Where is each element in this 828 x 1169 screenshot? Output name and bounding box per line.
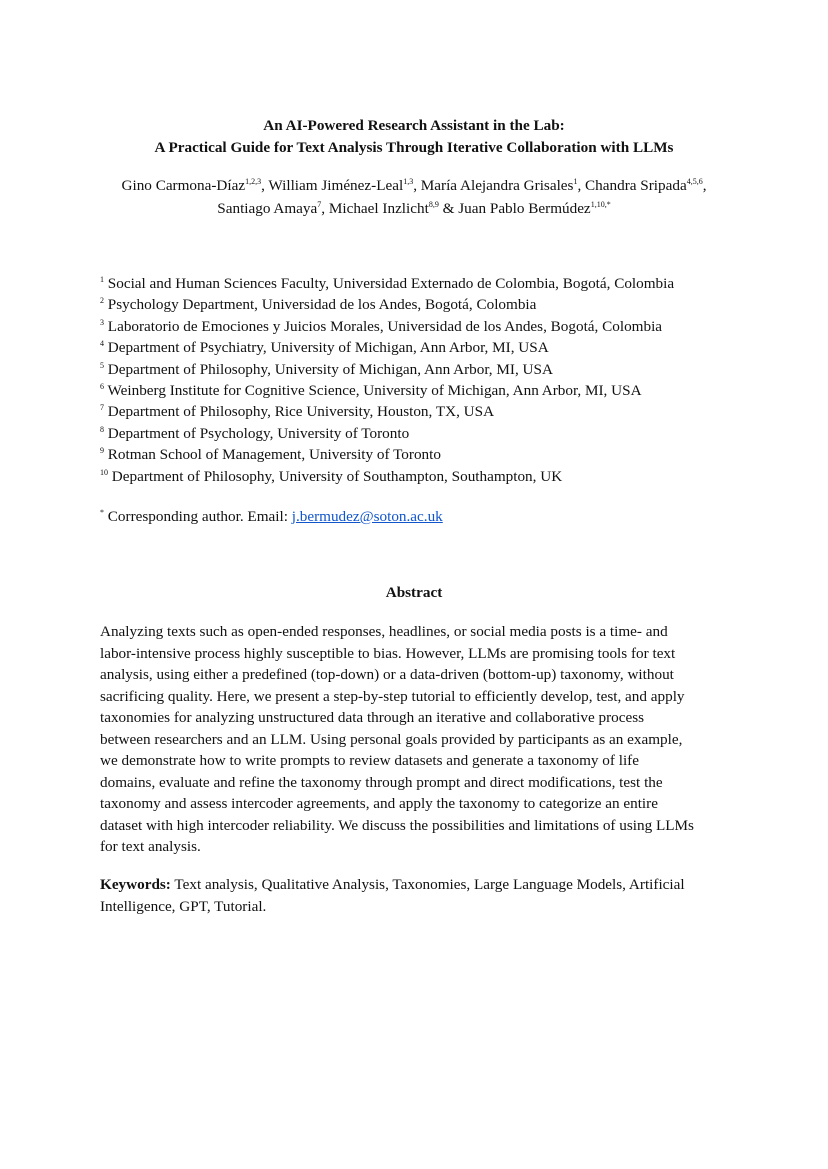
- author-affiliation-marks: 4,5,6: [686, 177, 703, 186]
- affiliation-item: [100, 294, 760, 315]
- author-affiliation-marks: 1,10,*: [590, 200, 611, 209]
- affiliation-item: [100, 423, 760, 444]
- affiliation-number: 9: [100, 446, 104, 456]
- affiliation-item: [100, 316, 760, 337]
- affiliation-number: 3: [100, 317, 104, 327]
- affiliation-number: 10: [100, 467, 108, 477]
- author-affiliation-marks: 7: [317, 200, 322, 209]
- affiliation-number: 2: [100, 296, 104, 306]
- keywords-section: [100, 874, 728, 917]
- affiliation-text: Department of Philosophy, University of Southampton, Southampton, UK: [111, 467, 563, 485]
- affiliation-number: 7: [100, 403, 104, 413]
- paper-title-line-1: An AI-Powered Research Assistant in the Lab:: [263, 117, 565, 134]
- abstract-line: we demonstrate how to write prompts to review datasets and generate a taxonomy of life: [100, 752, 639, 769]
- affiliation-item: [100, 337, 760, 358]
- affiliation-item: [100, 466, 760, 487]
- affiliation-text: Rotman School of Management, University of Toronto: [107, 446, 441, 464]
- abstract-line: taxonomies for analyzing unstructured data through an iterative and collaborative process: [100, 709, 645, 726]
- author-name: William Jiménez-Leal: [268, 177, 404, 194]
- author-separator: ,: [261, 177, 269, 194]
- affiliation-number: 1: [100, 275, 104, 284]
- abstract-line: between researchers and an LLM. Using personal goals provided by participants as an example,: [100, 730, 683, 748]
- abstract-line: for text analysis.: [100, 838, 201, 855]
- corresponding-label: Corresponding author. Email:: [107, 508, 292, 525]
- affiliation-text: Department of Philosophy, University of Michigan, Ann Arbor, MI, USA: [107, 360, 553, 378]
- affiliation-item: [100, 444, 760, 465]
- author-affiliation-marks: 1: [573, 177, 578, 186]
- author-line-2: [60, 197, 768, 220]
- author-name: María Alejandra Grisales: [420, 177, 574, 194]
- author-name: Michael Inzlicht: [328, 200, 429, 217]
- abstract-line: taxonomy and assess intercoder agreements, and apply the taxonomy to categorize an entire: [100, 795, 658, 812]
- affiliation-text: Department of Psychology, University of Toronto: [107, 424, 410, 442]
- affiliation-item: [100, 273, 760, 294]
- abstract-line: sacrificing quality. Here, we present a step-by-step tutorial to efficiently develop, test, and apply: [100, 687, 685, 705]
- keywords-text: Text analysis, Qualitative Analysis, Taxonomies, Large Language Models, Artificial: [170, 876, 685, 893]
- affiliation-text: Department of Psychiatry, University of Michigan, Ann Arbor, MI, USA: [107, 339, 549, 357]
- corresponding-mark: *: [100, 508, 104, 517]
- abstract-line: domains, evaluate and refine the taxonomy through prompt and direct modifications, test the: [100, 773, 663, 791]
- author-list: [60, 174, 768, 220]
- author-name: Santiago Amaya: [217, 200, 318, 217]
- keywords-line-1: [100, 874, 728, 896]
- author-name: Gino Carmona-Díaz: [121, 177, 246, 194]
- author-separator: ,: [413, 177, 421, 194]
- author-name: Juan Pablo Bermúdez: [458, 200, 591, 217]
- author-separator: &: [438, 200, 459, 217]
- abstract-line: labor-intensive process highly susceptible to bias. However, LLMs are promising tools for text: [100, 644, 676, 662]
- abstract-heading: Abstract: [385, 584, 443, 601]
- affiliation-item: [100, 401, 760, 422]
- affiliation-text: Laboratorio de Emociones y Juicios Morales, Universidad de los Andes, Bogotá, Colombia: [107, 317, 663, 335]
- corresponding-author-note: [100, 506, 443, 527]
- author-name: Chandra Sripada: [585, 177, 687, 194]
- author-affiliation-marks: 1,3: [403, 177, 414, 186]
- author-affiliation-marks: 1,2,3: [245, 177, 262, 186]
- author-separator: ,: [577, 177, 586, 194]
- affiliation-text: Department of Philosophy, Rice University, Houston, TX, USA: [107, 403, 495, 421]
- keywords-label: Keywords:: [100, 876, 171, 893]
- keywords-line-2: Intelligence, GPT, Tutorial.: [100, 897, 267, 915]
- affiliation-item: [100, 380, 760, 401]
- affiliation-number: 5: [100, 360, 104, 370]
- abstract-body: [100, 621, 728, 858]
- corresponding-email-link[interactable]: j.bermudez@soton.ac.uk: [291, 508, 443, 525]
- affiliation-item: [100, 359, 760, 380]
- abstract-line: analysis, using either a predefined (top-down) or a data-driven (bottom-up) taxonomy, without: [100, 666, 674, 683]
- abstract-line: dataset with high intercoder reliability. We discuss the possibilities and limitations of using LLMs: [100, 816, 694, 834]
- author-separator: ,: [321, 200, 329, 217]
- affiliation-number: 4: [100, 339, 104, 349]
- paper-title-line-2: A Practical Guide for Text Analysis Through Iterative Collaboration with LLMs: [154, 139, 674, 156]
- author-affiliation-marks: 8,9: [428, 200, 439, 209]
- author-line-1: [60, 174, 768, 197]
- abstract-line: Analyzing texts such as open-ended responses, headlines, or social media posts is a time- and: [100, 623, 668, 640]
- affiliation-text: Social and Human Sciences Faculty, Universidad Externado de Colombia, Bogotá, Colombia: [107, 275, 675, 292]
- affiliation-number: 8: [100, 424, 104, 434]
- affiliation-text: Weinberg Institute for Cognitive Science, University of Michigan, Ann Arbor, MI, USA: [107, 382, 642, 400]
- author-separator: ,: [702, 177, 707, 194]
- affiliation-list: [100, 273, 760, 487]
- affiliation-number: 6: [100, 382, 104, 392]
- affiliation-text: Psychology Department, Universidad de los Andes, Bogotá, Colombia: [107, 296, 537, 314]
